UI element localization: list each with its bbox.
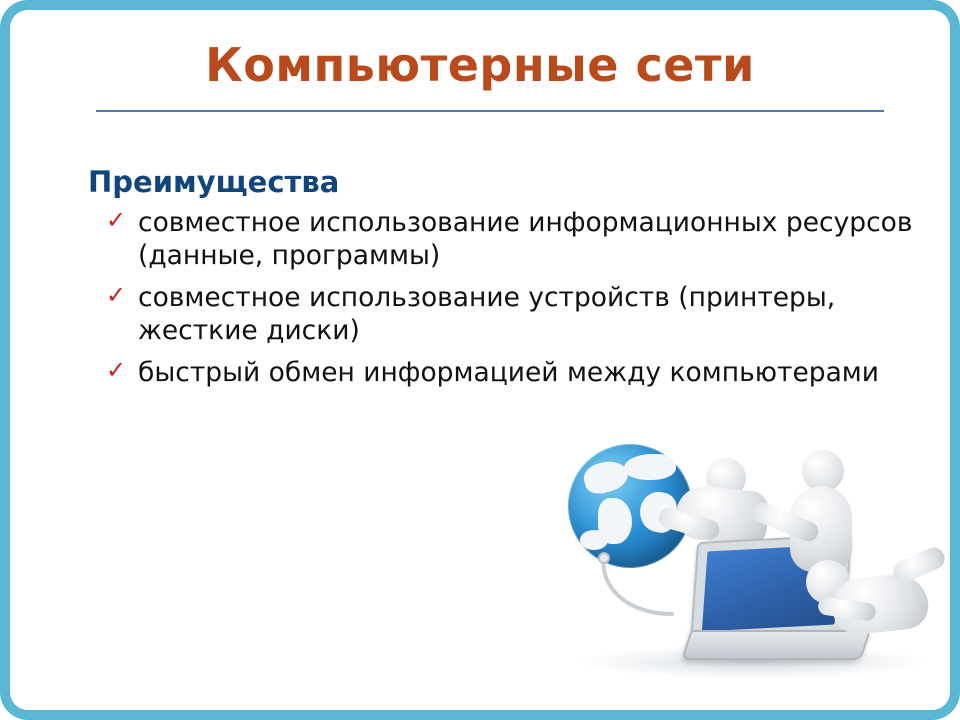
list-item bbox=[106, 356, 916, 389]
illustration bbox=[558, 430, 948, 700]
list-item-label: совместное использование информационных ресурсов (данные, программы) bbox=[138, 207, 913, 272]
list-item bbox=[106, 206, 916, 273]
slide-content-area bbox=[10, 10, 950, 710]
person-figure bbox=[796, 538, 946, 658]
check-icon: ✓ bbox=[106, 355, 127, 384]
page-title: Компьютерные сети bbox=[205, 38, 755, 92]
title-divider bbox=[96, 110, 884, 112]
check-icon: ✓ bbox=[106, 206, 127, 234]
list-item bbox=[106, 281, 916, 348]
list-item-label: быстрый обмен информацией между компьютерами bbox=[138, 356, 880, 388]
advantages-list bbox=[106, 206, 916, 397]
section-heading: Преимущества bbox=[88, 165, 340, 199]
list-item-label: совместное использование устройств (принтеры, жесткие диски) bbox=[138, 281, 836, 347]
check-icon: ✓ bbox=[106, 280, 127, 309]
